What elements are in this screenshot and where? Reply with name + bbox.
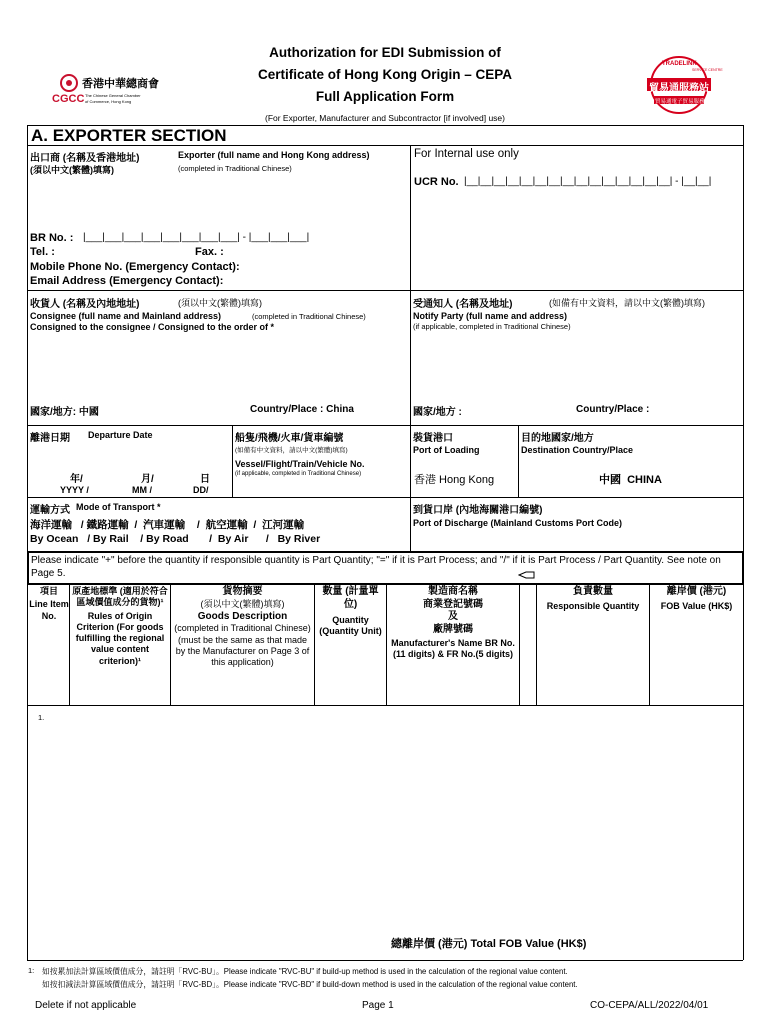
email-label: Email Address (Emergency Contact):: [30, 275, 224, 287]
destination-label-en: Destination Country/Place: [521, 445, 634, 455]
col-header-fob-en: FOB Value (HK$): [660, 600, 733, 611]
col-header-goods: [172, 586, 313, 668]
loading-value: 香港 Hong Kong: [414, 474, 495, 486]
port-of-discharge-field[interactable]: [411, 498, 742, 551]
col-header-item-en: Line Item No.: [29, 599, 69, 621]
col-header-mfr-zh-1: 製造商名稱: [428, 586, 478, 597]
exporter-note-en: (completed in Traditional Chinese): [178, 164, 292, 173]
consignee-label-zh: 收貨人 (名稱及內地地址): [30, 299, 140, 310]
departure-label-zh: 離港日期: [30, 433, 70, 444]
consignee-label-en: Consignee (full name and Mainland address): [30, 311, 222, 321]
destination-value: 中國 CHINA: [599, 474, 662, 486]
vessel-label-en: Vessel/Flight/Train/Vehicle No.: [235, 459, 365, 469]
form-subtitle: (For Exporter, Manufacturer and Subcontractor [if involved] use): [264, 113, 505, 123]
consignee-label-zh-note: (須以中文(繁體)填寫): [178, 298, 262, 308]
col-header-resp-zh: 負責數量: [573, 586, 613, 597]
footer-page-number: Page 1: [362, 1000, 394, 1011]
consignee-field[interactable]: [28, 291, 410, 425]
vessel-label-zh: 船隻/飛機/火車/貨車編號: [235, 433, 344, 444]
notify-label-zh-note: (如備有中文資料，請以中文(繁體)填寫): [549, 298, 705, 308]
departure-date-field[interactable]: [28, 426, 232, 497]
departure-day-zh: 日: [200, 474, 210, 485]
notify-country-en: Country/Place :: [576, 404, 650, 415]
br-blank[interactable]: |___|___|___|___|___|___|___|___| - |___|___|___|: [83, 232, 310, 243]
notify-country-zh: 國家/地方 :: [413, 407, 462, 418]
exporter-field[interactable]: [28, 146, 410, 290]
consigned-to-label: Consigned to the consignee / Consigned to the order of *: [30, 322, 275, 332]
col-header-mfr-zh-3: 及: [448, 611, 458, 622]
destination-label-zh: 目的地國家/地方: [521, 433, 594, 444]
total-fob-label: 總離岸價 (港元) Total FOB Value (HK$): [391, 938, 587, 950]
discharge-label-en: Port of Discharge (Mainland Customs Port Code): [413, 518, 623, 528]
fax-label: Fax. :: [195, 246, 224, 258]
col-header-origin: [71, 586, 169, 667]
col-header-mfr-zh-2: 商業登記號碼: [423, 598, 483, 610]
pointing-hand-icon: [518, 570, 536, 580]
destination-field: [519, 426, 742, 497]
departure-year-zh: 年/: [70, 474, 83, 485]
notify-label-en-note: (if applicable, completed in Traditional Chinese): [413, 322, 571, 331]
tradelink-main: 貿易通服務站: [649, 83, 709, 94]
consignee-country-en: Country/Place : China: [250, 404, 354, 415]
transport-label-zh: 運輸方式: [30, 505, 70, 516]
cgcc-name-zh: 香港中華總商會: [82, 78, 159, 90]
cgcc-name-en-1: The Chinese General Chamber: [85, 93, 141, 98]
ucr-blank[interactable]: |__|__|__|__|__|__|__|__|__|__|__|__|__|__|__| - |__|__|: [464, 176, 712, 187]
vessel-note-zh: (如備有中文資料，請以中文(繁體)填寫): [235, 447, 348, 454]
col-header-manufacturer: [388, 586, 518, 661]
col-header-goods-en: Goods Description: [197, 610, 288, 622]
form-title-1: Authorization for EDI Submission of: [269, 45, 501, 60]
cgcc-name-en-2: of Commerce, Hong Kong: [85, 99, 132, 104]
col-header-resp-en: Responsible Quantity: [546, 600, 640, 611]
consignee-country-zh: 國家/地方: 中國: [30, 407, 99, 418]
col-header-responsible-qty: [538, 586, 648, 612]
departure-month-en: MM /: [132, 485, 152, 495]
notify-label-zh: 受通知人 (名稱及地址): [413, 299, 513, 310]
exporter-note-zh: (須以中文(繁體)填寫): [30, 165, 114, 175]
tel-label: Tel. :: [30, 246, 55, 258]
tradelink-top: TRADELINK: [662, 61, 697, 67]
transport-mode-field[interactable]: [28, 498, 410, 551]
col-header-quantity: [316, 586, 385, 638]
departure-day-en: DD/: [193, 485, 209, 495]
tradelink-logo: [640, 54, 723, 116]
notify-party-field[interactable]: [411, 291, 742, 425]
form-title-2: Certificate of Hong Kong Origin – CEPA: [257, 67, 512, 82]
transport-label-en: Mode of Transport *: [76, 502, 161, 512]
discharge-label-zh: 到貨口岸 (內地海關港口編號): [413, 505, 543, 516]
cgcc-emblem-icon: [60, 74, 78, 92]
col-header-goods-note-en: (completed in Traditional Chinese) (must be the same as that made by the Manufacturer on Page 3 of this application): [174, 623, 311, 667]
port-of-loading-field: [411, 426, 518, 497]
tradelink-side: SERVICE CENTRE: [692, 68, 723, 72]
ucr-label: UCR No.: [414, 176, 459, 188]
footnote-2: 如按扣減法計算區域價值成分，請註明「RVC-BD」。Please indicate "RVC-BD" if build-down method is used in the calculation of the regional value content.: [42, 980, 578, 989]
col-header-goods-zh: 貨物摘要: [222, 586, 263, 597]
transport-modes-en[interactable]: By Ocean / By Rail / By Road / By Air / By River: [30, 533, 321, 545]
col-header-fob-zh: 離岸價 (港元): [666, 586, 727, 597]
goods-entry-area[interactable]: [28, 706, 742, 960]
loading-label-en: Port of Loading: [413, 445, 480, 455]
br-label: BR No. :: [30, 232, 74, 244]
vessel-note-en: (if applicable, completed in Traditional Chinese): [235, 471, 362, 477]
col-header-item-zh: 項目: [39, 586, 58, 596]
quantity-note: Please indicate "+" before the quantity if responsible quantity is Part Quantity; "=" if it is Part Process; and "/" if it is Part Process / Part Quantity. See note on Page 5.: [31, 555, 721, 579]
cgcc-abbr: CGCC: [52, 93, 85, 105]
consignee-label-en-note: (completed in Traditional Chinese): [252, 312, 366, 321]
col-header-origin-zh: 原產地標準 (適用於符合區域價值成分的貨物)¹: [72, 586, 168, 608]
internal-use-label: For Internal use only: [414, 148, 519, 160]
col-header-qty-en: Quantity (Quantity Unit): [319, 615, 382, 637]
departure-year-en: YYYY /: [60, 485, 89, 495]
cgcc-logo: [52, 74, 159, 108]
exporter-label-en: Exporter (full name and Hong Kong address): [178, 150, 370, 160]
vessel-field[interactable]: [233, 426, 410, 497]
transport-modes-zh[interactable]: 海洋運輸 / 鐵路運輸 / 汽車運輸 / 航空運輸 / 江河運輸: [30, 519, 305, 531]
loading-label-zh: 裝貨港口: [413, 433, 453, 444]
departure-label-en: Departure Date: [88, 430, 153, 440]
col-header-fob: [651, 586, 742, 612]
footer-form-code: CO-CEPA/ALL/2022/04/01: [590, 1000, 709, 1011]
form-title-3: Full Application Form: [315, 89, 455, 104]
exporter-label-zh: 出口商 (名稱及香港地址): [30, 153, 140, 164]
mobile-label: Mobile Phone No. (Emergency Contact):: [30, 261, 240, 273]
col-header-qty-zh: 數量 (計量單位): [322, 586, 379, 610]
departure-month-zh: 月/: [141, 474, 154, 485]
footnote-mark: 1:: [28, 966, 35, 975]
notify-label-en: Notify Party (full name and address): [413, 311, 568, 321]
row-1-number: 1.: [38, 713, 45, 722]
footer-delete-note: Delete if not applicable: [35, 1000, 137, 1011]
col-header-mfr-zh-4: 廠牌號碼: [433, 623, 473, 635]
col-header-mfr-en: Manufacturer's Name BR No.(11 digits) & FR No.(5 digits): [391, 638, 515, 660]
footnote-1: 如按累加法計算區域價值成分，請註明「RVC-BU」。Please indicate "RVC-BU" if build-up method is used in the calculation of the regional value content.: [42, 967, 568, 976]
col-header-goods-note-zh: (須以中文(繁體)填寫): [200, 598, 285, 609]
col-header-item: [29, 586, 69, 622]
tradelink-bottom: 貿易通電子貿易服務: [655, 99, 705, 105]
col-header-origin-en: Rules of Origin Criterion (For goods fulfilling the regional value content criterion)¹: [75, 610, 165, 666]
internal-use-box: [411, 146, 742, 290]
section-a-title: A. EXPORTER SECTION: [31, 126, 227, 145]
